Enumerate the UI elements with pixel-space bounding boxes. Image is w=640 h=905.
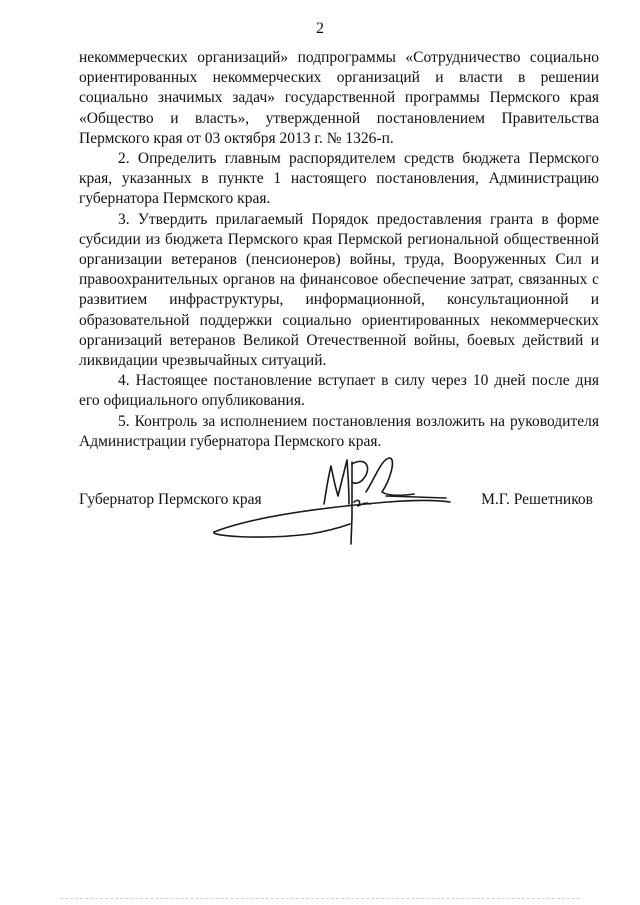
signatory-name: М.Г. Решетников bbox=[481, 491, 593, 508]
paragraph-continuation: некоммерческих организаций» подпрограммы «Сотрудничество социально ориентированных некоммерческих организаций и власти в решении социально значимых задач» государственной программы Пермского края «Общество и власть», утвержденной постановлением Правительства Пермского края от 03 октября 2013 г. № 1326-п. bbox=[79, 49, 599, 147]
paragraph-item-2: 2. Определить главным распорядителем средств бюджета Пермского края, указанных в пункте 1 настоящего постановления, Администрацию губернатора Пермского края. bbox=[79, 150, 599, 208]
paragraph-item-3: 3. Утвердить прилагаемый Порядок предоставления гранта в форме субсидии из бюджета Пермского края Пермской региональной общественной организации ветеранов (пенсионеров) войны, труда, Вооруженных Сил и правоохранительных органов на финансовое обеспечение затрат, связанных с развитием инфраструктуры, информационной, консультационной и образовательной поддержки социально ориентированных некоммерческих организаций ветеранов Великой Отечественной войны, боевых действий и ликвидации чрезвычайных ситуаций. bbox=[79, 210, 599, 370]
page-bottom-edge bbox=[60, 898, 580, 900]
signature-block bbox=[79, 491, 599, 515]
signatory-position: Губернатор Пермского края bbox=[79, 491, 262, 508]
document-body bbox=[79, 48, 599, 452]
paragraph-item-4: 4. Настоящее постановление вступает в силу через 10 дней после дня его официального опубликования. bbox=[79, 372, 599, 410]
paragraph-item-5: 5. Контроль за исполнением постановления возложить на руководителя Администрации губернатора Пермского края. bbox=[79, 412, 599, 450]
page-number: 2 bbox=[316, 20, 324, 37]
